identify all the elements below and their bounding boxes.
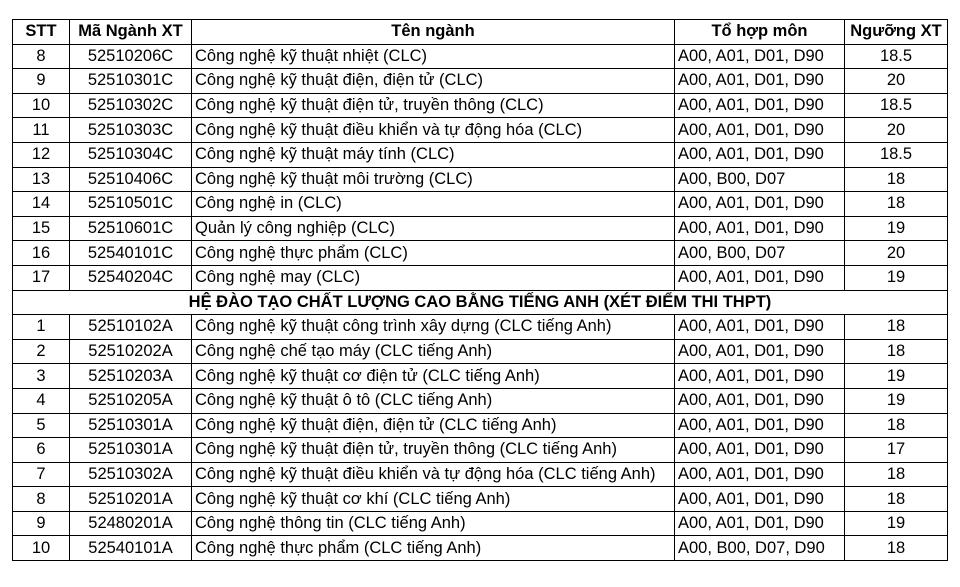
cell-ten-nganh: Công nghệ thực phẩm (CLC): [192, 241, 675, 266]
cell-nguong-xt: 18.5: [845, 44, 948, 69]
cell-ma-nganh: 52510406C: [70, 167, 192, 192]
table-row: [13, 487, 948, 512]
cell-to-hop-mon: A00, B00, D07: [675, 241, 845, 266]
cell-nguong-xt: 18: [845, 536, 948, 561]
cell-ten-nganh: Quản lý công nghiệp (CLC): [192, 216, 675, 241]
cell-ten-nganh: Công nghệ thực phẩm (CLC tiếng Anh): [192, 536, 675, 561]
table-row: [13, 315, 948, 340]
cell-to-hop-mon: A00, A01, D01, D90: [675, 265, 845, 290]
cell-ma-nganh: 52510601C: [70, 216, 192, 241]
header-row: [13, 20, 948, 45]
cell-ma-nganh: 52510301A: [70, 438, 192, 463]
cell-stt: 15: [13, 216, 70, 241]
cell-nguong-xt: 17: [845, 438, 948, 463]
cell-to-hop-mon: A00, A01, D01, D90: [675, 462, 845, 487]
cell-nguong-xt: 18: [845, 339, 948, 364]
cell-ten-nganh: Công nghệ kỹ thuật điện, điện tử (CLC): [192, 69, 675, 94]
cell-nguong-xt: 18: [845, 487, 948, 512]
cell-nguong-xt: 18: [845, 167, 948, 192]
cell-ma-nganh: 52510206C: [70, 44, 192, 69]
cell-to-hop-mon: A00, A01, D01, D90: [675, 142, 845, 167]
header-stt: STT: [13, 20, 70, 45]
cell-stt: 10: [13, 536, 70, 561]
cell-to-hop-mon: A00, A01, D01, D90: [675, 93, 845, 118]
table-row: [13, 216, 948, 241]
cell-stt: 1: [13, 315, 70, 340]
table-row: [13, 413, 948, 438]
cell-stt: 5: [13, 413, 70, 438]
cell-to-hop-mon: A00, A01, D01, D90: [675, 364, 845, 389]
cell-to-hop-mon: A00, A01, D01, D90: [675, 511, 845, 536]
cell-ma-nganh: 52510202A: [70, 339, 192, 364]
cell-nguong-xt: 18: [845, 413, 948, 438]
cell-nguong-xt: 18: [845, 462, 948, 487]
header-ma-nganh: Mã Ngành XT: [70, 20, 192, 45]
cell-stt: 14: [13, 192, 70, 217]
cell-ma-nganh: 52540204C: [70, 265, 192, 290]
cell-nguong-xt: 19: [845, 265, 948, 290]
cell-ten-nganh: Công nghệ kỹ thuật công trình xây dựng (CLC tiếng Anh): [192, 315, 675, 340]
cell-to-hop-mon: A00, A01, D01, D90: [675, 315, 845, 340]
cell-ma-nganh: 52510302A: [70, 462, 192, 487]
header-ten-nganh: Tên ngành: [192, 20, 675, 45]
cell-ma-nganh: 52540101A: [70, 536, 192, 561]
cell-ten-nganh: Công nghệ kỹ thuật máy tính (CLC): [192, 142, 675, 167]
cell-stt: 13: [13, 167, 70, 192]
cell-ten-nganh: Công nghệ kỹ thuật cơ khí (CLC tiếng Anh): [192, 487, 675, 512]
cell-ten-nganh: Công nghệ kỹ thuật điều khiển và tự động hóa (CLC): [192, 118, 675, 143]
table-row: [13, 339, 948, 364]
cell-ma-nganh: 52510303C: [70, 118, 192, 143]
cell-ma-nganh: 52510102A: [70, 315, 192, 340]
cell-to-hop-mon: A00, A01, D01, D90: [675, 487, 845, 512]
admission-table: [12, 19, 948, 561]
cell-ten-nganh: Công nghệ may (CLC): [192, 265, 675, 290]
table-row: [13, 93, 948, 118]
cell-stt: 10: [13, 93, 70, 118]
cell-nguong-xt: 20: [845, 69, 948, 94]
table-row: [13, 511, 948, 536]
cell-ma-nganh: 52510304C: [70, 142, 192, 167]
cell-ten-nganh: Công nghệ kỹ thuật nhiệt (CLC): [192, 44, 675, 69]
table-row: [13, 44, 948, 69]
admission-table-sheet: [12, 19, 948, 561]
cell-stt: 3: [13, 364, 70, 389]
cell-ma-nganh: 52510201A: [70, 487, 192, 512]
cell-ma-nganh: 52510302C: [70, 93, 192, 118]
cell-to-hop-mon: A00, A01, D01, D90: [675, 438, 845, 463]
cell-to-hop-mon: A00, A01, D01, D90: [675, 413, 845, 438]
cell-stt: 8: [13, 487, 70, 512]
cell-stt: 9: [13, 69, 70, 94]
table-row: [13, 388, 948, 413]
cell-nguong-xt: 18: [845, 192, 948, 217]
table-body-clc-english: [13, 315, 948, 561]
cell-stt: 4: [13, 388, 70, 413]
cell-to-hop-mon: A00, B00, D07, D90: [675, 536, 845, 561]
table-body-clc: [13, 44, 948, 290]
cell-stt: 11: [13, 118, 70, 143]
cell-ma-nganh: 52510205A: [70, 388, 192, 413]
section-row: [13, 290, 948, 315]
cell-nguong-xt: 19: [845, 511, 948, 536]
cell-nguong-xt: 20: [845, 241, 948, 266]
cell-ten-nganh: Công nghệ kỹ thuật cơ điện tử (CLC tiếng Anh): [192, 364, 675, 389]
cell-ten-nganh: Công nghệ kỹ thuật ô tô (CLC tiếng Anh): [192, 388, 675, 413]
cell-stt: 17: [13, 265, 70, 290]
cell-to-hop-mon: A00, A01, D01, D90: [675, 69, 845, 94]
cell-ten-nganh: Công nghệ in (CLC): [192, 192, 675, 217]
cell-to-hop-mon: A00, A01, D01, D90: [675, 339, 845, 364]
table-row: [13, 167, 948, 192]
cell-ma-nganh: 52510301C: [70, 69, 192, 94]
cell-to-hop-mon: A00, A01, D01, D90: [675, 216, 845, 241]
cell-stt: 6: [13, 438, 70, 463]
cell-ma-nganh: 52510203A: [70, 364, 192, 389]
cell-to-hop-mon: A00, B00, D07: [675, 167, 845, 192]
section-title: HỆ ĐÀO TẠO CHẤT LƯỢNG CAO BẰNG TIẾNG ANH (XÉT ĐIỂM THI THPT): [13, 290, 948, 315]
cell-nguong-xt: 19: [845, 216, 948, 241]
cell-to-hop-mon: A00, A01, D01, D90: [675, 44, 845, 69]
table-row: [13, 241, 948, 266]
cell-ten-nganh: Công nghệ kỹ thuật điện tử, truyền thông (CLC tiếng Anh): [192, 438, 675, 463]
cell-ma-nganh: 52510301A: [70, 413, 192, 438]
cell-ma-nganh: 52480201A: [70, 511, 192, 536]
table-row: [13, 142, 948, 167]
header-to-hop-mon: Tổ hợp môn: [675, 20, 845, 45]
table-row: [13, 118, 948, 143]
cell-stt: 2: [13, 339, 70, 364]
cell-to-hop-mon: A00, A01, D01, D90: [675, 192, 845, 217]
cell-stt: 12: [13, 142, 70, 167]
cell-nguong-xt: 18.5: [845, 142, 948, 167]
cell-ten-nganh: Công nghệ thông tin (CLC tiếng Anh): [192, 511, 675, 536]
cell-stt: 7: [13, 462, 70, 487]
cell-ten-nganh: Công nghệ kỹ thuật điện, điện tử (CLC tiếng Anh): [192, 413, 675, 438]
cell-nguong-xt: 19: [845, 388, 948, 413]
cell-ten-nganh: Công nghệ kỹ thuật điều khiển và tự động hóa (CLC tiếng Anh): [192, 462, 675, 487]
table-row: [13, 438, 948, 463]
table-row: [13, 192, 948, 217]
cell-ten-nganh: Công nghệ kỹ thuật điện tử, truyền thông (CLC): [192, 93, 675, 118]
table-row: [13, 265, 948, 290]
table-row: [13, 462, 948, 487]
cell-stt: 8: [13, 44, 70, 69]
cell-nguong-xt: 18.5: [845, 93, 948, 118]
table-row: [13, 364, 948, 389]
cell-to-hop-mon: A00, A01, D01, D90: [675, 388, 845, 413]
cell-stt: 16: [13, 241, 70, 266]
cell-to-hop-mon: A00, A01, D01, D90: [675, 118, 845, 143]
cell-ma-nganh: 52540101C: [70, 241, 192, 266]
cell-nguong-xt: 18: [845, 315, 948, 340]
cell-ten-nganh: Công nghệ chế tạo máy (CLC tiếng Anh): [192, 339, 675, 364]
header-nguong-xt: Ngưỡng XT: [845, 20, 948, 45]
table-row: [13, 536, 948, 561]
cell-ma-nganh: 52510501C: [70, 192, 192, 217]
table-row: [13, 69, 948, 94]
cell-nguong-xt: 19: [845, 364, 948, 389]
cell-stt: 9: [13, 511, 70, 536]
cell-nguong-xt: 20: [845, 118, 948, 143]
cell-ten-nganh: Công nghệ kỹ thuật môi trường (CLC): [192, 167, 675, 192]
